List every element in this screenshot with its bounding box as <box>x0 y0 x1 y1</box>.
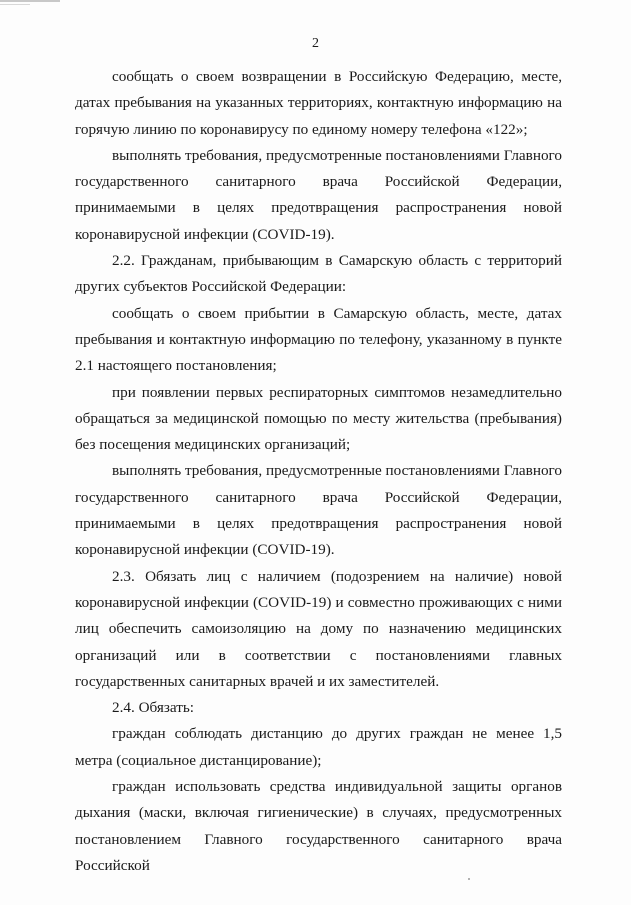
paragraph: сообщать о своем прибытии в Самарскую область, месте, датах пребывания и контактную информацию по телефону, указанному в пункте 2.1 настоящего постановления; <box>75 304 562 375</box>
paragraph: 2.2. Гражданам, прибывающим в Самарскую область с территорий других субъектов Российской Федерации: <box>75 252 562 296</box>
paragraph: сообщать о своем возвращении в Российскую Федерацию, месте, датах пребывания на указанных территориях, контактную информацию на горячую линию по коронавирусу по единому номеру телефона «122»; <box>75 68 562 138</box>
document-body <box>75 64 562 879</box>
paragraph: выполнять требования, предусмотренные постановлениями Главного государственного санитарного врача Российской Федерации, принимаемыми в целях предотвращения распространения новой коронавирусной инфекции (COVID-19). <box>75 462 562 559</box>
scan-artifact <box>0 4 30 5</box>
paragraph: 2.4. Обязать: <box>112 699 195 717</box>
paragraph: при появлении первых респираторных симптомов незамедлительно обращаться за медицинской помощью по месту жительства (пребывания) без посещения медицинских организаций; <box>75 383 562 454</box>
paragraph: граждан соблюдать дистанцию до других граждан не менее 1,5 метра (социальное дистанцирование); <box>75 725 562 769</box>
page-number: 2 <box>312 36 319 51</box>
paragraph: граждан использовать средства индивидуальной защиты органов дыхания (маски, включая гигиенические) в случаях, предусмотренных постановлением Главного государственного санитарного врача Российской <box>75 778 562 874</box>
paragraph: выполнять требования, предусмотренные постановлениями Главного государственного санитарного врача Российской Федерации, принимаемыми в целях предотвращения распространения новой коронавирусной инфекции (COVID-19). <box>75 146 562 243</box>
scan-artifact <box>468 878 470 880</box>
scan-artifact <box>0 0 60 2</box>
paragraph: 2.3. Обязать лиц с наличием (подозрением на наличие) новой коронавирусной инфекции (COVID-19) и совместно проживающих с ними лиц обеспечить самоизоляцию на дому по назначению медицинских организаций или в соответствии с постановлениями главных государственных санитарных врачей и их заместителей. <box>75 567 562 690</box>
